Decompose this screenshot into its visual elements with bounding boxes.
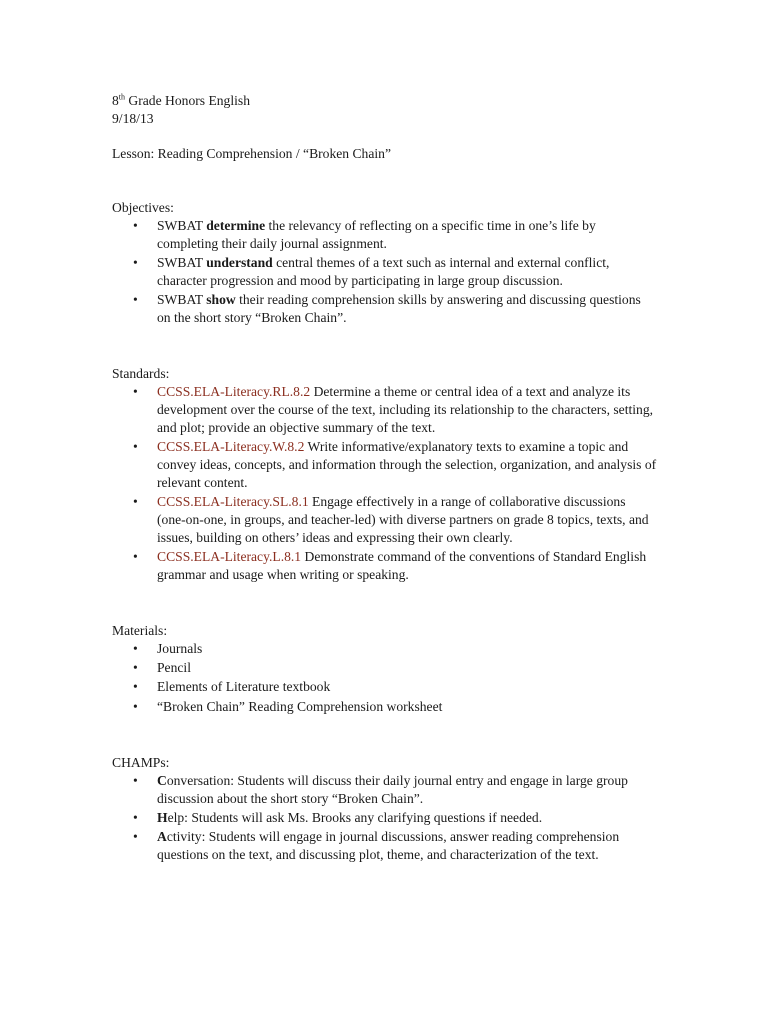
objective-item — [112, 291, 657, 327]
material-text: “Broken Chain” Reading Comprehension worksheet — [157, 698, 443, 714]
champs-text: ctivity: Students will engage in journal discussions, answer reading comprehension questions on the text, and discussing plot, theme, and characterization of the text. — [157, 829, 620, 862]
material-text: Pencil — [157, 660, 191, 676]
standard-code-link[interactable]: CCSS.ELA-Literacy.W.8.2 — [157, 439, 305, 455]
bullet-icon: • — [133, 640, 138, 656]
champs-letter: A — [157, 829, 167, 845]
objective-verb: show — [206, 292, 236, 308]
course-name: Grade Honors English — [125, 93, 250, 108]
standard-code-link[interactable]: CCSS.ELA-Literacy.RL.8.2 — [157, 384, 311, 400]
champs-item — [112, 809, 657, 827]
standard-text: Engage effectively in a range of collaborative discussions (one-on-one, in groups, and teacher-led) with diverse partners on grade 8 topics, texts, and issues, building on others’ ideas and expressing their own clearly. — [157, 494, 649, 545]
material-item — [112, 659, 657, 677]
materials-heading: Materials: — [112, 623, 168, 639]
objective-item — [112, 217, 657, 253]
champs-text: elp: Students will ask Ms. Brooks any clarifying questions if needed. — [167, 809, 543, 825]
champs-letter: H — [157, 809, 168, 825]
grade-number: 8 — [112, 93, 119, 108]
bullet-icon: • — [133, 292, 138, 308]
lesson-plan-content — [112, 92, 657, 865]
standards-list — [112, 383, 657, 583]
bullet-icon: • — [133, 829, 138, 845]
standard-text: Determine a theme or central idea of a text and analyze its development over the course of the text, including its relationship to the characters, setting, and plot; provide an objective summary of the text. — [157, 384, 654, 435]
standard-item — [112, 548, 657, 584]
bullet-icon: • — [133, 809, 138, 825]
champs-list — [112, 772, 657, 864]
material-text: Journals — [157, 640, 203, 656]
bullet-icon: • — [133, 439, 138, 455]
objective-prefix: SWBAT — [157, 255, 207, 271]
objectives-heading: Objectives: — [112, 200, 174, 216]
objective-item — [112, 254, 657, 290]
standard-item — [112, 493, 657, 546]
bullet-icon: • — [133, 384, 138, 400]
bullet-icon: • — [133, 218, 138, 234]
bullet-icon: • — [133, 679, 138, 695]
lesson-title: Lesson: Reading Comprehension / “Broken Chain” — [112, 145, 391, 161]
material-item — [112, 678, 657, 696]
bullet-icon: • — [133, 255, 138, 271]
objectives-list — [112, 217, 657, 327]
standard-text: Demonstrate command of the conventions of Standard English grammar and usage when writing or speaking. — [157, 548, 647, 582]
material-text: Elements of Literature textbook — [157, 679, 331, 695]
champs-heading: CHAMPs: — [112, 755, 170, 771]
objective-verb: understand — [206, 255, 273, 271]
lesson-date: 9/18/13 — [112, 110, 154, 126]
bullet-icon: • — [133, 494, 138, 510]
bullet-icon: • — [133, 698, 138, 714]
standard-text: Write informative/explanatory texts to examine a topic and convey ideas, concepts, and information through the selection, organization, and analysis of relevant content. — [157, 439, 657, 490]
material-item — [112, 698, 657, 716]
material-item — [112, 640, 657, 658]
champs-text: onversation: Students will discuss their daily journal entry and engage in large group discussion about the short story “Broken Chain”. — [157, 772, 628, 806]
standard-item — [112, 383, 657, 436]
objective-prefix: SWBAT — [157, 292, 207, 308]
standard-code-link[interactable]: CCSS.ELA-Literacy.L.8.1 — [157, 548, 302, 564]
bullet-icon: • — [133, 548, 138, 564]
champs-letter: C — [157, 772, 167, 788]
course-title — [112, 92, 657, 110]
objective-text: their reading comprehension skills by answering and discussing questions on the short story “Broken Chain”. — [157, 292, 641, 326]
standard-item — [112, 438, 657, 491]
objective-prefix: SWBAT — [157, 218, 207, 234]
champs-item — [112, 772, 657, 808]
champs-item — [112, 828, 657, 864]
grade-superscript: th — [118, 92, 126, 102]
objective-verb: determine — [206, 218, 266, 234]
bullet-icon: • — [133, 772, 138, 788]
bullet-icon: • — [133, 660, 138, 676]
objective-text: central themes of a text such as internal and external conflict, character progression and mood by participating in large group discussion. — [157, 255, 610, 289]
objective-text: the relevancy of reflecting on a specific time in one’s life by completing their daily journal assignment. — [157, 218, 596, 251]
standard-code-link[interactable]: CCSS.ELA-Literacy.SL.8.1 — [157, 494, 309, 510]
standards-heading: Standards: — [112, 366, 170, 382]
materials-list — [112, 640, 657, 716]
